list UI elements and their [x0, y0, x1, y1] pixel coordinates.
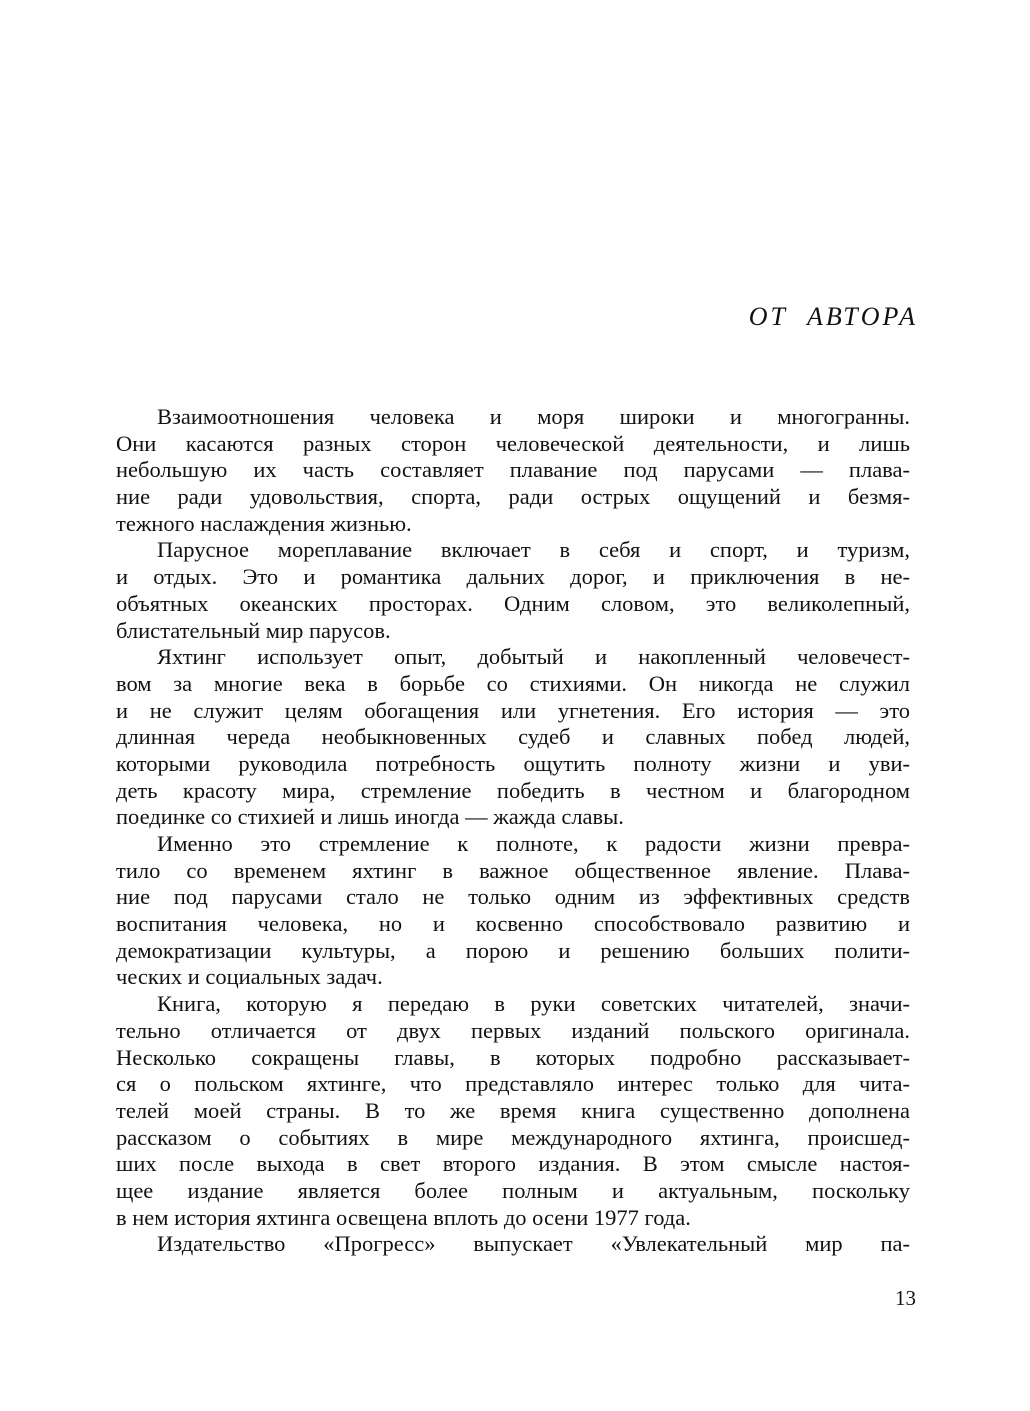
- paragraph: [116, 537, 910, 644]
- text-line: воспитания человека, но и косвенно способствовало развитию и: [116, 911, 910, 937]
- paragraph: [116, 644, 910, 831]
- text-line: вом за многие века в борьбе со стихиями. Он никогда не служил: [116, 670, 910, 696]
- text-line: Издательство «Прогресс» выпускает «Увлекательный мир па-: [157, 1231, 910, 1257]
- text-line: небольшую их часть составляет плавание под парусами — плава-: [116, 457, 910, 483]
- text-line: Парусное мореплавание включает в себя и спорт, и туризм,: [157, 537, 910, 563]
- body-text: [116, 404, 910, 1258]
- text-line: Именно это стремление к полноте, к радости жизни превра-: [157, 831, 910, 856]
- text-line: рассказом о событиях в мире международного яхтинга, происшед-: [116, 1124, 910, 1150]
- text-line: ние ради удовольствия, спорта, ради острых ощущений и безмя-: [116, 484, 910, 510]
- paragraph: [116, 991, 910, 1231]
- text-line: которыми руководила потребность ощутить полноту жизни и уви-: [116, 750, 910, 776]
- text-line: щее издание является более полным и актуальным, поскольку: [116, 1177, 910, 1203]
- text-line: тило со временем яхтинг в важное общественное явление. Плава-: [116, 857, 910, 883]
- text-line: поединке со стихией и лишь иногда — жажда славы.: [116, 804, 624, 830]
- text-line: и не служит целям обогащения или угнетения. Его история — это: [116, 697, 910, 723]
- text-line: телей моей страны. В то же время книга существенно дополнена: [116, 1097, 910, 1123]
- text-line: ние под парусами стало не только одним из эффективных средств: [116, 884, 910, 910]
- text-line: длинная череда необыкновенных судеб и славных побед людей,: [116, 724, 910, 750]
- paragraph: [116, 1231, 910, 1258]
- paragraph: [116, 831, 910, 991]
- text-line: Книга, которую я передаю в руки советских читателей, значи-: [157, 991, 910, 1017]
- text-line: объятных океанских просторах. Одним словом, это великолепный,: [116, 590, 910, 616]
- text-line: ся о польском яхтинге, что представляло интерес только для чита-: [116, 1071, 910, 1097]
- text-line: ческих и социальных задач.: [116, 964, 383, 990]
- text-line: тежного наслаждения жизнью.: [116, 510, 412, 536]
- chapter-heading: ОТ АВТОРА: [748, 302, 918, 331]
- text-line: и отдых. Это и романтика дальних дорог, и приключения в не-: [116, 564, 910, 590]
- paragraph: [116, 404, 910, 537]
- text-line: Несколько сокращены главы, в которых подробно рассказывает-: [116, 1044, 910, 1070]
- text-line: в нем история яхтинга освещена вплоть до осени 1977 года.: [116, 1204, 691, 1230]
- text-line: Они касаются разных сторон человеческой деятельности, и лишь: [116, 430, 910, 456]
- text-line: блистательный мир парусов.: [116, 617, 391, 643]
- text-line: Взаимоотношения человека и моря широки и многогранны.: [157, 404, 910, 429]
- text-line: тельно отличается от двух первых изданий польского оригинала.: [116, 1017, 910, 1043]
- text-line: Яхтинг использует опыт, добытый и накопленный человечест-: [157, 644, 910, 670]
- text-line: ших после выхода в свет второго издания. В этом смысле настоя-: [116, 1151, 910, 1177]
- text-line: деть красоту мира, стремление победить в честном и благородном: [116, 777, 910, 803]
- text-line: демократизации культуры, а порою и решению больших полити-: [116, 937, 910, 963]
- page-number: 13: [895, 1286, 916, 1310]
